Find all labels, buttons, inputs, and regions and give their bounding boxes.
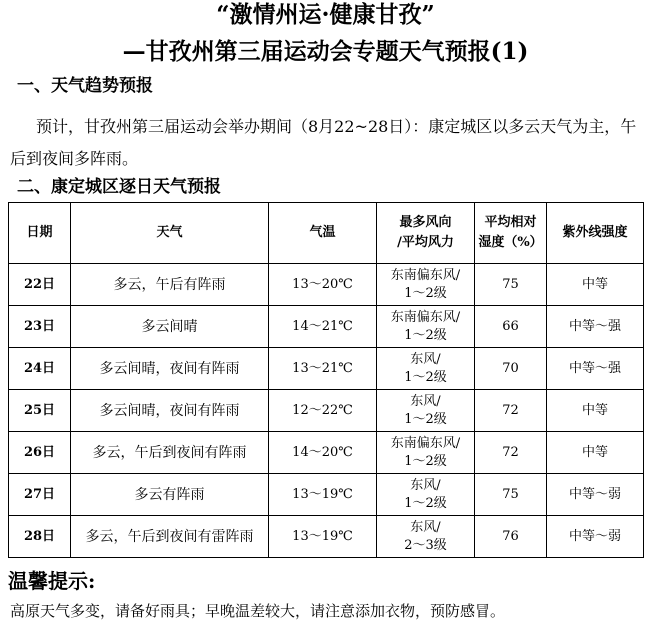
header-humidity-line2: 湿度（%） [478, 235, 543, 250]
cell-weather: 多云间晴 [71, 306, 269, 348]
cell-humidity: 72 [475, 390, 547, 432]
cell-wind-direction: 东风/ [410, 351, 441, 367]
cell-wind-direction: 东南偏东风/ [390, 435, 461, 451]
cell-temperature: 14～20℃ [269, 432, 377, 474]
tips-text: 高原天气多变，请备好雨具；早晚温差较大，请注意添加衣物，预防感冒。 [10, 602, 506, 620]
header-temperature: 气温 [269, 203, 377, 264]
cell-uv: 中等 [547, 264, 644, 306]
header-humidity [475, 203, 547, 264]
cell-wind [377, 306, 475, 348]
cell-uv: 中等～强 [547, 348, 644, 390]
cell-wind-direction: 东风/ [410, 477, 441, 493]
cell-wind-direction: 东南偏东风/ [390, 309, 461, 325]
cell-temperature: 12～22℃ [269, 390, 377, 432]
cell-date: 24日 [9, 348, 71, 390]
cell-date: 25日 [9, 390, 71, 432]
cell-temperature: 13～21℃ [269, 348, 377, 390]
cell-date: 22日 [9, 264, 71, 306]
header-weather: 天气 [71, 203, 269, 264]
title-line-1: “激情州运·健康甘孜” [216, 1, 435, 28]
header-date: 日期 [9, 203, 71, 264]
table-row [9, 516, 644, 558]
table-row [9, 264, 644, 306]
cell-wind-direction: 东南偏东风/ [390, 267, 461, 283]
cell-weather: 多云间晴，夜间有阵雨 [71, 348, 269, 390]
cell-weather: 多云，午后到夜间有雷阵雨 [71, 516, 269, 558]
cell-weather: 多云有阵雨 [71, 474, 269, 516]
cell-humidity: 75 [475, 474, 547, 516]
cell-wind-force: 1～2级 [404, 369, 447, 385]
cell-uv: 中等 [547, 390, 644, 432]
cell-temperature: 14～21℃ [269, 306, 377, 348]
cell-uv: 中等～强 [547, 306, 644, 348]
cell-weather: 多云，午后到夜间有阵雨 [71, 432, 269, 474]
table-row [9, 390, 644, 432]
cell-wind [377, 516, 475, 558]
table-row [9, 306, 644, 348]
cell-wind-force: 1～2级 [404, 327, 447, 343]
cell-wind [377, 390, 475, 432]
cell-weather: 多云，午后有阵雨 [71, 264, 269, 306]
cell-uv: 中等～弱 [547, 474, 644, 516]
cell-date: 23日 [9, 306, 71, 348]
title-line-2: —甘孜州第三届运动会专题天气预报(1) [122, 38, 529, 65]
cell-date: 27日 [9, 474, 71, 516]
cell-humidity: 76 [475, 516, 547, 558]
cell-temperature: 13～20℃ [269, 264, 377, 306]
cell-wind-force: 1～2级 [404, 411, 447, 427]
cell-wind [377, 348, 475, 390]
cell-wind-force: 1～2级 [404, 495, 447, 511]
table-row [9, 348, 644, 390]
cell-temperature: 13～19℃ [269, 474, 377, 516]
cell-humidity: 72 [475, 432, 547, 474]
table-header-row [9, 203, 644, 264]
table-row [9, 432, 644, 474]
section-1-text: 预计，甘孜州第三届运动会举办期间（8月22~28日）：康定城区以多云天气为主，午后到夜间多阵雨。 [10, 117, 637, 168]
header-wind-line2: /平均风力 [397, 235, 454, 250]
section-1-heading: 一、天气趋势预报 [17, 76, 153, 96]
header-uv: 紫外线强度 [547, 203, 644, 264]
cell-wind-force: 1～2级 [404, 285, 447, 301]
header-wind [377, 203, 475, 264]
cell-humidity: 66 [475, 306, 547, 348]
header-wind-line1: 最多风向 [399, 215, 452, 230]
header-humidity-line1: 平均相对 [484, 215, 537, 230]
cell-wind-direction: 东风/ [410, 519, 441, 535]
cell-date: 28日 [9, 516, 71, 558]
cell-uv: 中等～弱 [547, 516, 644, 558]
cell-humidity: 75 [475, 264, 547, 306]
cell-wind-force: 1～2级 [404, 453, 447, 469]
cell-wind-direction: 东风/ [410, 393, 441, 409]
cell-humidity: 70 [475, 348, 547, 390]
tips-title: 温馨提示: [8, 569, 96, 593]
cell-date: 26日 [9, 432, 71, 474]
cell-wind [377, 264, 475, 306]
table-row [9, 474, 644, 516]
cell-wind [377, 474, 475, 516]
cell-wind [377, 432, 475, 474]
cell-temperature: 13～19℃ [269, 516, 377, 558]
section-2-heading: 二、康定城区逐日天气预报 [17, 177, 221, 197]
forecast-table [8, 202, 644, 558]
cell-wind-force: 2～3级 [404, 537, 447, 553]
cell-weather: 多云间晴，夜间有阵雨 [71, 390, 269, 432]
cell-uv: 中等 [547, 432, 644, 474]
